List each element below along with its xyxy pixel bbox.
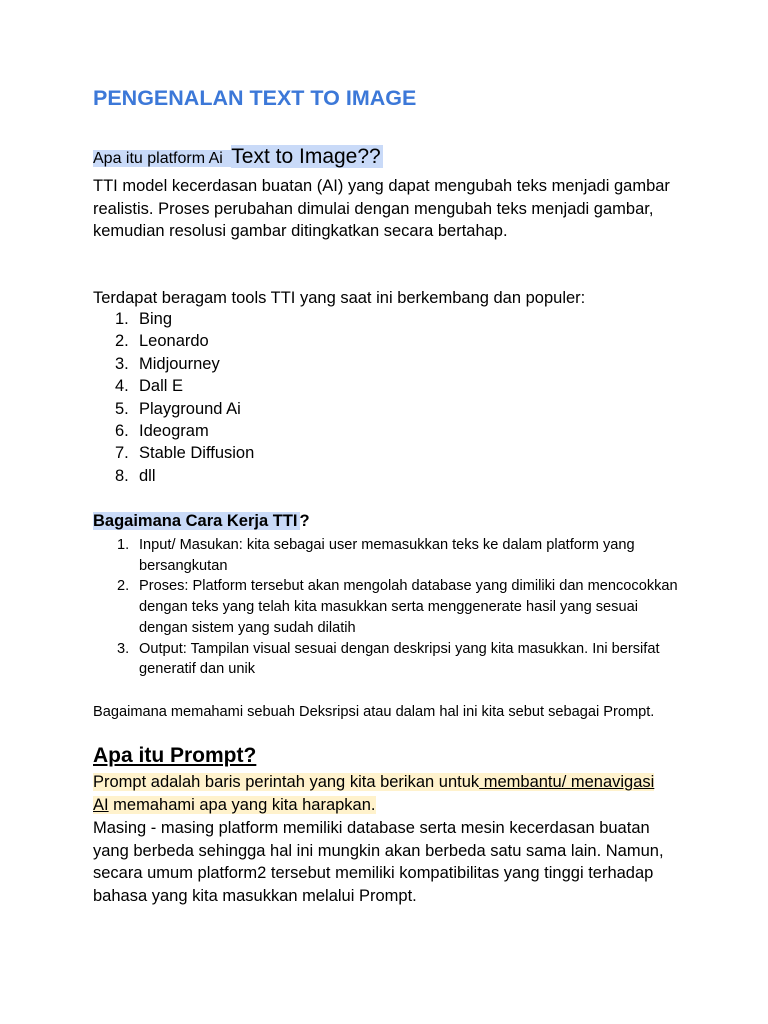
document-title: PENGENALAN TEXT TO IMAGE	[93, 86, 417, 110]
step-text: Output: Tampilan visual sesuai dengan deskripsi yang kita masukkan. Ini bersifat generatif dan unik	[139, 640, 660, 678]
prompt-body-paragraph: Masing - masing platform memiliki database serta mesin kecerdasan buatan yang berbeda sehingga hal ini mungkin akan berbeda satu sama lain. Namun, secara umum platform2 tersebut memiliki kompatibilitas yang tinggi terhadap bahasa yang kita masukkan melalui Prompt.	[93, 819, 664, 905]
tool-name: Playground Ai	[139, 399, 241, 418]
list-item: 3. Midjourney	[115, 354, 220, 373]
steps-list	[93, 535, 683, 680]
step-text: Proses: Platform tersebut akan mengolah database yang dimiliki dan mencocokkan dengan teks yang telah kita masukkan serta menggenerate hasil yang sesuai dengan sistem yang sudah dilatih	[139, 578, 678, 636]
tool-name: Stable Diffusion	[139, 444, 255, 463]
how-it-works-heading	[93, 510, 310, 532]
prompt-heading	[93, 741, 256, 771]
list-item: 8. dll	[115, 466, 156, 485]
list-item: 1. Bing	[115, 310, 173, 328]
tool-name: Leonardo	[139, 332, 209, 351]
step-text: Input/ Masukan: kita sebagai user memasukkan teks ke dalam platform yang bersangkutan	[139, 537, 635, 574]
list-item: 5. Playground Ai	[115, 399, 241, 418]
list-item: 4. Dall E	[115, 377, 184, 396]
list-item: 2. Proses: Platform tersebut akan mengolah database yang dimiliki dan mencocokkan dengan teks yang telah kita masukkan serta menggenerate hasil yang sesuai dengan sistem yang sudah dilatih	[117, 578, 678, 636]
tool-name: dll	[139, 466, 156, 485]
tool-name: Ideogram	[139, 422, 209, 441]
question-prefix: Apa itu platform Ai	[93, 150, 231, 167]
prompt-heading-text: Apa itu Prompt?	[93, 744, 257, 767]
list-item: 3. Output: Tampilan visual sesuai dengan deskripsi yang kita masukkan. Ini bersifat generatif dan unik	[117, 640, 660, 678]
list-item: 1. Input/ Masukan: kita sebagai user memasukkan teks ke dalam platform yang bersangkutan	[117, 537, 635, 574]
question-main: Text to Image??	[231, 145, 381, 168]
tool-name: Midjourney	[139, 354, 220, 373]
prompt-def-end: memahami apa yang kita harapkan.	[108, 795, 376, 814]
how-heading-text: Bagaimana Cara Kerja TTI	[93, 512, 298, 530]
list-item: 6. Ideogram	[115, 422, 209, 441]
prompt-lead-paragraph: Bagaimana memahami sebuah Deksripsi atau dalam hal ini kita sebut sebagai Prompt.	[93, 704, 655, 720]
prompt-def-start: Prompt adalah baris perintah yang kita berikan untuk	[93, 773, 480, 791]
tool-name: Dall E	[139, 377, 184, 396]
list-item: 7. Stable Diffusion	[115, 444, 255, 463]
tool-name: Bing	[139, 310, 173, 328]
prompt-def-link: membantu/ menavigasi AI	[93, 773, 655, 814]
list-item: 2. Leonardo	[115, 332, 209, 351]
question-heading	[93, 143, 383, 173]
intro-paragraph: TTI model kecerdasan buatan (AI) yang dapat mengubah teks menjadi gambar realistis. Proses perubahan dimulai dengan mengubah teks menjadi gambar, kemudian resolusi gambar ditingkatkan secara bertahap.	[93, 177, 670, 240]
tools-list	[93, 308, 254, 487]
how-heading-mark: ?	[299, 512, 310, 530]
tools-intro: Terdapat beragam tools TTI yang saat ini berkembang dan populer:	[93, 289, 586, 307]
prompt-definition	[93, 771, 673, 816]
